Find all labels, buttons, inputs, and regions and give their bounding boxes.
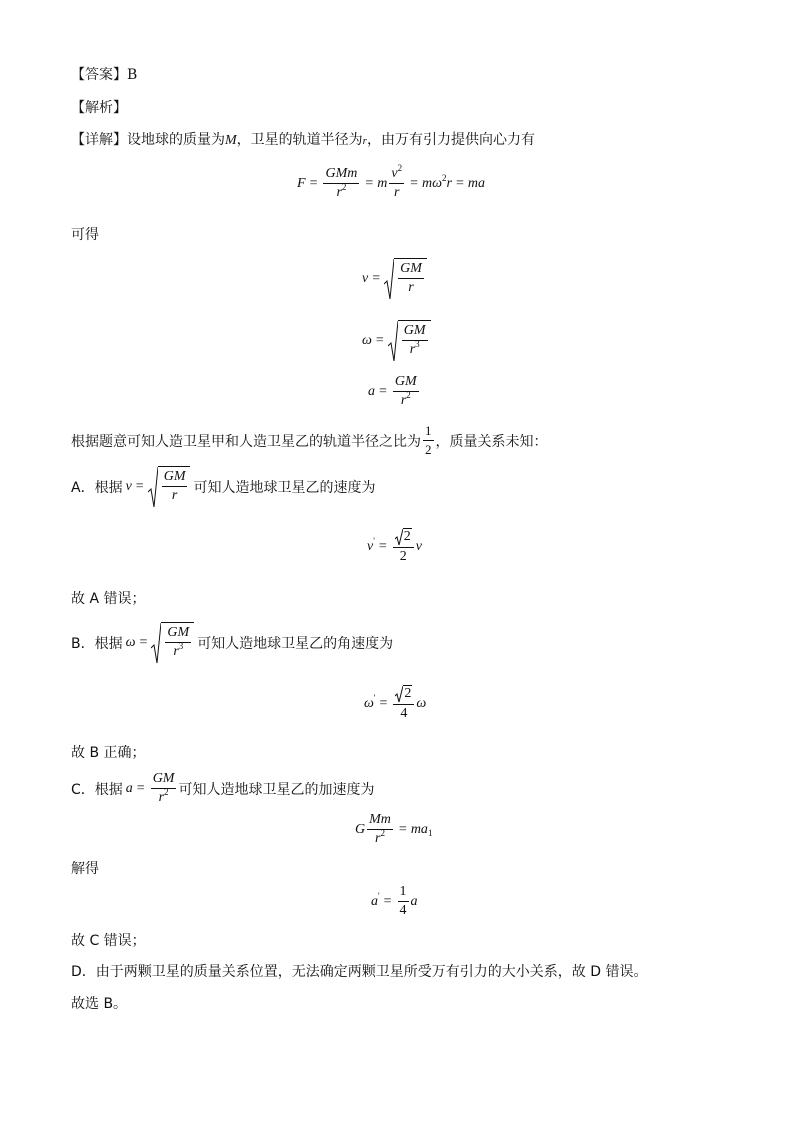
exp: 2 <box>380 828 385 838</box>
eq-rhs: ma <box>410 821 428 837</box>
eq-G: G <box>355 821 366 837</box>
eq-omega-prime: ω' = $\frac{2}{4}$ ω <box>364 686 427 721</box>
eq-omega: ω = $\frac{GM}{r^3}$ <box>362 320 431 362</box>
frac-num: Mm <box>367 812 393 830</box>
eq-rhs: v <box>415 538 422 554</box>
option-c-conclusion <box>71 932 146 950</box>
detail-line <box>71 131 535 150</box>
kede-line <box>71 226 99 244</box>
ratio-text: 根据题意可知人造卫星甲和人造卫星乙的轨道半径之比为 <box>71 433 421 450</box>
frac-num: v <box>391 166 398 181</box>
exp: 3 <box>178 641 184 651</box>
eq-lhs: v <box>367 538 374 554</box>
eq-lhs: a <box>125 780 133 796</box>
detail-label: 【详解】 <box>71 132 127 148</box>
eq-rhs: a <box>410 893 418 909</box>
option-a-suffix: 可知人造地球卫星乙的速度为 <box>193 480 376 496</box>
eq-ma: ma <box>467 175 485 191</box>
eq-v-prime: v' = $\frac{2}{2}$ v <box>367 529 422 564</box>
analysis-heading <box>71 99 127 117</box>
eq-lhs: ω <box>362 333 372 348</box>
detail-text-3: ，由万有引力提供向心力有 <box>366 132 535 148</box>
eq-sign: = <box>309 175 318 191</box>
exp: 2 <box>406 390 411 400</box>
option-a-conclusion <box>71 590 145 608</box>
frac-den: 2 <box>399 549 407 564</box>
prime: ' <box>378 890 380 901</box>
eq-mw: mω <box>422 175 443 191</box>
conclusion-text: 故 B 正确； <box>71 745 146 761</box>
answer-label: 【答案】 <box>71 67 127 83</box>
exp: 2 <box>341 182 347 192</box>
eq-v: v = $\frac{GM}{r}$ <box>362 258 427 300</box>
sqrt-sign <box>388 320 431 362</box>
frac-den: r <box>409 342 416 357</box>
frac-num: GMm <box>323 166 359 184</box>
prime: ' <box>373 692 376 703</box>
exp: 3 <box>415 339 420 349</box>
eq-lhs: v <box>362 271 369 286</box>
frac-num: GM <box>393 374 419 392</box>
frac-den: r <box>173 644 179 659</box>
ratio-den: 2 <box>425 442 432 457</box>
frac-num: GM <box>398 261 424 279</box>
frac-num: GM <box>165 625 191 643</box>
frac-den: r <box>408 280 414 295</box>
frac-num: 2 <box>403 529 411 544</box>
var-r: r <box>362 135 367 147</box>
eq-r: r <box>446 175 452 191</box>
eq-lhs: a <box>368 383 375 399</box>
option-c-line: C．根据 a = $\frac{GM}{r^2}$ 可知人造地球卫星乙的加速度为 <box>71 771 375 805</box>
frac-num: 1 <box>398 884 409 902</box>
frac-den: r <box>400 393 407 408</box>
conclusion-text: 故 C 错误； <box>71 933 146 949</box>
frac-den: 4 <box>400 706 408 721</box>
option-b-prefix: B．根据 <box>71 636 123 652</box>
eq-lhs: a <box>371 893 378 909</box>
eq-a-prime: a' = $\frac{1}{4}$ a <box>371 884 418 918</box>
option-a-line: A．根据 v = $\frac{GM}{r}$ 可知人造地球卫星乙的速度为 <box>71 466 375 508</box>
frac-num: GM <box>151 771 177 789</box>
eq-a: a = $\frac{GM}{r^2}$ <box>368 374 417 408</box>
jiede-line <box>71 860 99 878</box>
final-answer-line <box>71 995 127 1013</box>
kede-text: 可得 <box>71 227 99 243</box>
frac-gmm-r2 <box>323 166 359 201</box>
frac-num: GM <box>402 323 428 341</box>
frac-den: 4 <box>399 903 407 918</box>
main-equation: F = $\frac{\text{GMm}}{r^2}$ = m $\frac{v^2}{r}$ = $m\omega^2r$ = ma <box>297 163 485 200</box>
frac-den: r <box>375 831 381 846</box>
detail-text-2: ，卫星的轨道半径为 <box>236 132 363 148</box>
detail-text: 设地球的质量为 <box>127 132 225 148</box>
frac-v2-r: $\frac{v^2}{r}$ <box>391 163 403 200</box>
option-d-text: D．由于两颗卫星的质量关系位置，无法确定两颗卫星所受万有引力的大小关系，故 D 错误。 <box>71 964 648 980</box>
subscript: 1 <box>427 827 433 838</box>
eq-lhs: v <box>125 479 132 494</box>
option-a-prefix: A．根据 <box>71 480 123 496</box>
answer-value: B <box>127 67 138 83</box>
eq-lhs: ω <box>364 695 374 711</box>
prime: ' <box>373 535 375 546</box>
frac-den: r <box>158 790 165 805</box>
frac-den: r <box>171 488 178 503</box>
frac-num: 2 <box>404 686 412 701</box>
eq-m: m <box>377 175 388 191</box>
jiede-text: 解得 <box>71 861 99 877</box>
eq-gravity: G $\frac{Mm}{r^2}$ = $ma_1$ <box>355 812 433 846</box>
ratio-text-2: ，质量关系未知： <box>435 433 548 450</box>
frac-num: GM <box>162 469 188 487</box>
ratio-line <box>71 423 548 458</box>
eq-F: F <box>297 175 306 191</box>
frac-den: r <box>336 185 342 200</box>
answer-line <box>71 66 137 84</box>
option-b-line: B．根据 ω = $\frac{GM}{r^3}$ 可知人造地球卫星乙的角速度为 <box>71 622 393 664</box>
exp: 2 <box>164 787 169 797</box>
option-b-conclusion <box>71 744 146 762</box>
eq-lhs: ω <box>125 635 136 650</box>
frac-den: r <box>394 185 400 200</box>
analysis-label: 【解析】 <box>71 100 127 116</box>
sqrt-sign <box>384 258 427 300</box>
final-text: 故选 B。 <box>71 996 128 1012</box>
option-c-suffix: 可知人造地球卫星乙的加速度为 <box>178 781 375 798</box>
var-M: M <box>225 133 237 148</box>
option-b-suffix: 可知人造地球卫星乙的角速度为 <box>197 636 394 652</box>
eq-rhs: ω <box>416 695 427 711</box>
conclusion-text: 故 A 错误； <box>71 591 146 607</box>
option-c-prefix: C．根据 <box>71 781 123 798</box>
option-d-line <box>71 963 647 981</box>
ratio-num: 1 <box>423 423 434 441</box>
